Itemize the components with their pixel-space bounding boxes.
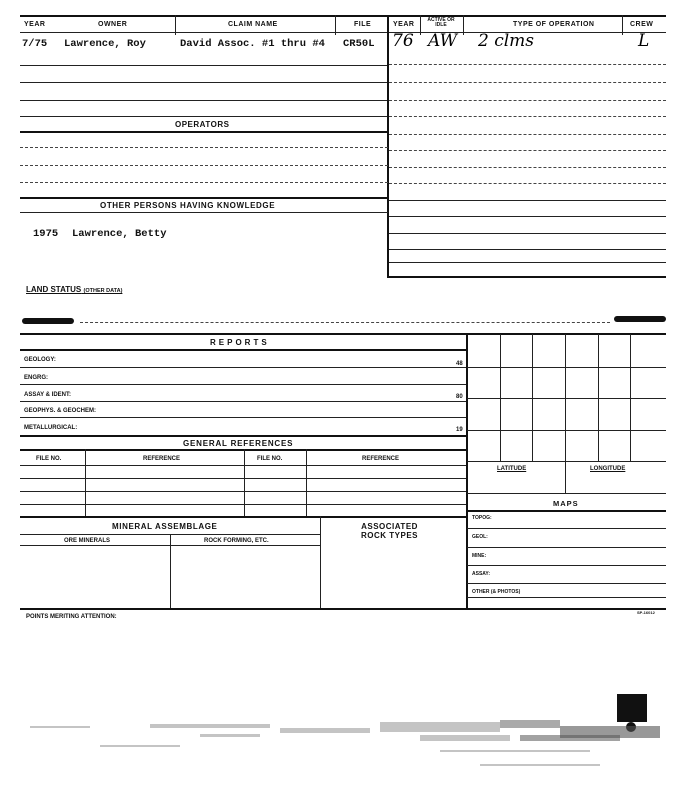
other-person-year: 1975 — [33, 228, 59, 240]
map-label-geol: GEOL: — [472, 534, 488, 540]
land-status-title: LAND STATUS — [26, 285, 82, 294]
associated-rock-types-title — [361, 522, 418, 540]
year-column-header: YEAR — [24, 21, 46, 28]
maps-title: MAPS — [553, 499, 579, 508]
general-references-title: GENERAL REFERENCES — [183, 439, 294, 448]
reports-title: REPORTS — [210, 338, 270, 347]
report-value-metallurgical: 19 — [456, 427, 463, 433]
gen-ref-reference-header: REFERENCE — [143, 456, 181, 462]
latitude-label: LATITUDE — [497, 466, 527, 472]
report-value-geology: 48 — [456, 361, 463, 367]
associated-rock-types-line1: ASSOCIATED — [361, 522, 418, 531]
claim-name-column-header: CLAIM NAME — [228, 21, 278, 28]
activity-row-active-idle: AW — [428, 31, 458, 51]
owner-row-year: 7/75 — [22, 38, 48, 50]
operators-title: OPERATORS — [175, 120, 230, 129]
crew-header: CREW — [630, 21, 654, 28]
other-persons-title: OTHER PERSONS HAVING KNOWLEDGE — [100, 201, 276, 210]
mineral-assemblage-title: MINERAL ASSEMBLAGE — [112, 522, 218, 531]
gen-ref-file-no-header: FILE NO. — [36, 456, 62, 462]
report-label-assay: ASSAY & IDENT: — [24, 392, 72, 398]
scan-artifact-block — [617, 694, 647, 722]
associated-rock-types-line2: ROCK TYPES — [361, 531, 419, 540]
report-label-geology: GEOLOGY: — [24, 357, 56, 363]
map-label-mine: MINE: — [472, 553, 487, 559]
type-of-operation-header: TYPE OF OPERATION — [513, 21, 595, 28]
owner-column-header: OWNER — [98, 21, 128, 28]
activity-year-header: YEAR — [393, 21, 415, 28]
report-value-assay: 80 — [456, 394, 463, 400]
owner-row-claim-name: David Assoc. #1 thru #4 — [180, 38, 325, 50]
redaction-mark-right — [614, 316, 666, 322]
map-label-assay: ASSAY: — [472, 571, 491, 577]
activity-row-type: 2 clms — [478, 31, 535, 51]
report-label-engrg: ENGRG: — [24, 375, 48, 381]
longitude-label: LONGITUDE — [590, 466, 626, 472]
redaction-mark-left — [22, 318, 74, 324]
map-label-topog: TOPOG: — [472, 515, 492, 521]
land-status-note: (OTHER DATA) — [83, 288, 123, 294]
report-label-geophys: GEOPHYS. & GEOCHEM: — [24, 408, 97, 414]
rock-forming-header: ROCK FORMING, ETC. — [204, 538, 269, 544]
report-label-metallurgical: METALLURGICAL: — [24, 425, 78, 431]
other-person-name: Lawrence, Betty — [72, 228, 167, 240]
active-idle-header: ACTIVE OR IDLE — [427, 17, 455, 28]
file-column-header: FILE — [354, 21, 372, 28]
ore-minerals-header: ORE MINERALS — [64, 538, 111, 544]
map-label-other: OTHER (& PHOTOS) — [472, 589, 521, 595]
activity-row-year: 76 — [392, 31, 414, 51]
form-number: SP-16012 — [637, 610, 655, 615]
owner-row-name: Lawrence, Roy — [64, 38, 146, 50]
gen-ref-reference-header-2: REFERENCE — [362, 456, 400, 462]
owner-row-file: CR50L — [343, 38, 375, 50]
gen-ref-file-no-header-2: FILE NO. — [257, 456, 283, 462]
activity-row-crew: L — [638, 31, 650, 51]
points-meriting-title: POINTS MERITING ATTENTION: — [26, 614, 117, 620]
